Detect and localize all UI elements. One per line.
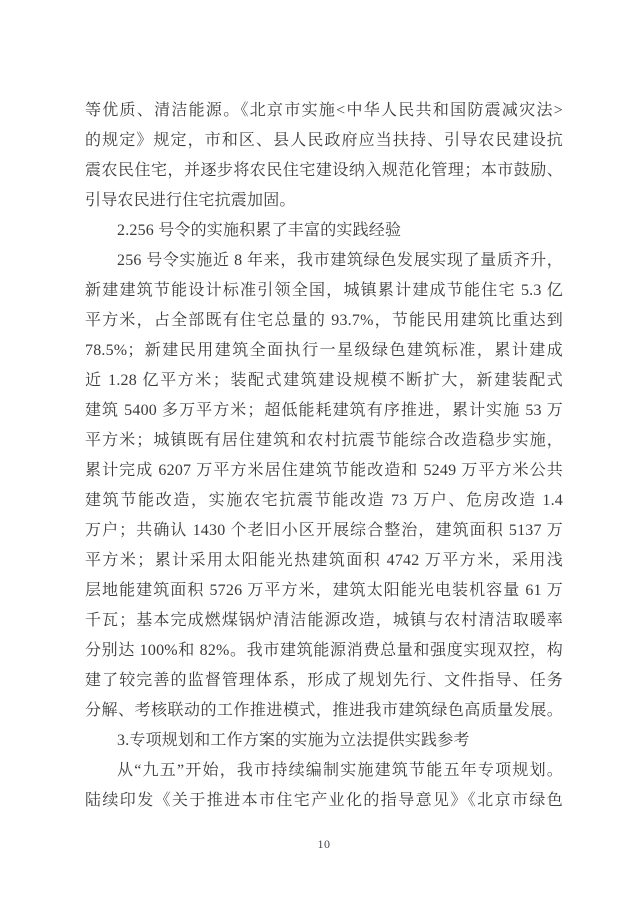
text-line: 累计完成 6207 万平方米居住建筑节能改造和 5249 万平方米公共	[85, 462, 563, 479]
text-line: 建了较完善的监督管理体系，形成了规划先行、文件指导、任务	[85, 672, 563, 689]
text-line: 的规定》规定，市和区、县人民政府应当扶持、引导农民建设抗	[85, 132, 563, 149]
text-line: 引导农民进行住宅抗震加固。	[85, 192, 296, 209]
text-line: 分别达 100%和 82%。我市建筑能源消费总量和强度实现双控，构	[85, 642, 563, 659]
text-line: 78.5%；新建民用建筑全面执行一星级绿色建筑标准，累计建成	[85, 342, 563, 359]
text-line: 平方米，占全部既有住宅总量的 93.7%，节能民用建筑比重达到	[85, 312, 563, 329]
text-line: 建筑 5400 多万平方米；超低能耗建筑有序推进，累计实施 53 万	[85, 402, 563, 419]
text-line: 256 号令实施近 8 年来，我市建筑绿色发展实现了量质齐升，	[117, 252, 563, 269]
text-line: 从“九五”开始，我市持续编制实施建筑节能五年专项规划。	[117, 762, 563, 779]
document-body	[85, 96, 563, 816]
page-number: 10	[317, 837, 331, 851]
text-line: 震农民住宅，并逐步将农民住宅建设纳入规范化管理；本市鼓励、	[85, 162, 563, 179]
text-line: 等优质、清洁能源。《北京市实施<中华人民共和国防震减灾法>	[85, 102, 563, 119]
text-line: 建筑节能改造，实施农宅抗震节能改造 73 万户、危房改造 1.4	[85, 492, 563, 509]
section-heading: 3.专项规划和工作方案的实施为立法提供实践参考	[117, 732, 470, 749]
text-line: 近 1.28 亿平方米；装配式建筑建设规模不断扩大，新建装配式	[85, 372, 563, 389]
text-line: 平方米；城镇既有居住建筑和农村抗震节能综合改造稳步实施，	[85, 432, 563, 449]
text-line: 层地能建筑面积 5726 万平方米，建筑太阳能光电装机容量 61 万	[85, 582, 563, 599]
section-heading: 2.256 号令的实施积累了丰富的实践经验	[117, 222, 402, 239]
text-line: 新建建筑节能设计标准引领全国，城镇累计建成节能住宅 5.3 亿	[85, 282, 563, 299]
text-line: 万户；共确认 1430 个老旧小区开展综合整治，建筑面积 5137 万	[85, 522, 563, 539]
text-line: 陆续印发《关于推进本市住宅产业化的指导意见》《北京市绿色	[85, 792, 563, 809]
text-line: 平方米；累计采用太阳能光热建筑面积 4742 万平方米，采用浅	[85, 552, 563, 569]
text-line: 千瓦；基本完成燃煤锅炉清洁能源改造，城镇与农村清洁取暖率	[85, 612, 563, 629]
text-line: 分解、考核联动的工作推进模式，推进我市建筑绿色高质量发展。	[85, 702, 563, 719]
